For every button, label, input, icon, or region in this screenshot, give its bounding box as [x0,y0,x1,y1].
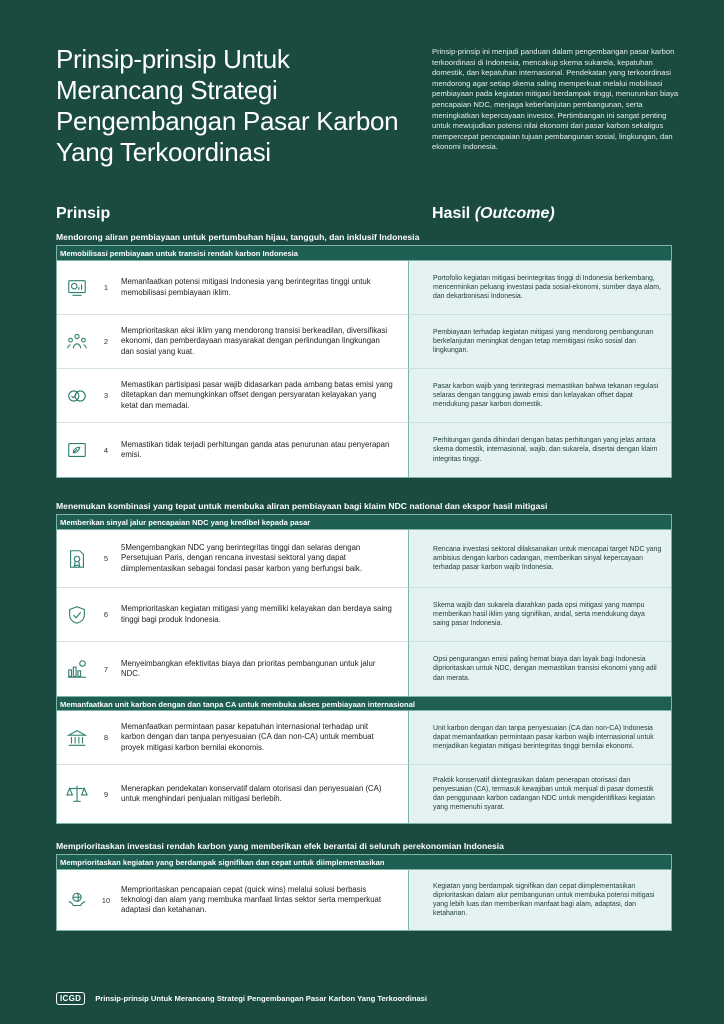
principle-text: Memprioritaskan kegiatan mitigasi yang memiliki kelayakan dan berdaya saing tinggi bagi produk Indonesia. [121,604,392,624]
bar-chart-coin-icon [57,658,97,680]
table-row [57,315,671,369]
table-row [57,588,671,642]
principle-text: Memanfaatkan potensi mitigasi Indonesia yang berintegritas tinggi untuk memobilisasi pembiayaan iklim. [121,277,371,297]
table-row [57,530,671,588]
principle-number: 5 [103,554,109,563]
principle-text: Memastikan partisipasi pasar wajib didasarkan pada ambang batas emisi yang ditetapkan dan memungkinkan offset dengan persyaratan kelayakan yang ketat dan memadai. [121,380,393,410]
outcome-text: Portofolio kegiatan mitigasi berintegritas tinggi di Indonesia berkembang, mencerminkan peluang investasi pada sosial-ekonomi, sumber daya alam, dan dekarbonisasi Indonesia. [408,261,671,315]
outcome-text: Rencana investasi sektoral dilaksanakan untuk mencapai target NDC yang ambisius dengan karbon cadangan, memberikan sinyal kepercayaan terhadap pasar karbon wajib Indonesia. [408,530,671,588]
section-title: Memprioritaskan investasi rendah karbon yang memberikan efek berantai di seluruh perekonomian Indonesia [56,841,504,851]
principle-number: 2 [103,337,109,346]
leaf-ledger-icon [57,439,97,461]
footer [56,992,427,1005]
principle-text: Memastikan tidak terjadi perhitungan ganda atas penurunan atau penyerapan emisi. [121,439,390,459]
subsection-title: Memberikan sinyal jalur pencapaian NDC yang kredibel kepada pasar [57,515,671,530]
table-row [57,642,671,696]
principle-text: Memanfaatkan permintaan pasar kepatuhan internasional terhadap unit karbon dengan dan tanpa penyesuaian (CA dan non-CA) untuk membuat proyek mitigasi karbon bernilai ekonomis. [121,722,374,752]
principle-text: Menerapkan pendekatan konservatif dalam otorisasi dan penyesuaian (CA) untuk menghindari penjualan mitigasi berlebih. [121,783,382,803]
section-1 [56,231,672,478]
section-table [56,854,672,931]
outcome-text: Praktik konservatif diintegrasikan dalam penerapan otorisasi dan penyesuaian (CA), termasuk kewajiban untuk menjual di pasar domestik dan penggunaan karbon cadangan NDC untuk mengidentifikasi kegiatan yang memenuhi syarat. [408,765,671,823]
principle-text: Menyeimbangkan efektivitas biaya dan prioritas pembangunan untuk jalur NDC. [121,658,376,678]
shield-check-icon [57,604,97,626]
outcome-text: Unit karbon dengan dan tanpa penyesuaian (CA dan non-CA) Indonesia dapat memanfaatkan permintaan pasar karbon wajib internasional untuk menjadikan kegiatan mitigasi berintegritas tinggi bernilai ekonomi. [408,711,671,765]
section-2 [56,500,672,824]
principle-number: 7 [103,664,109,674]
subsection-title: Memobilisasi pembiayaan untuk transisi rendah karbon Indonesia [57,246,671,261]
principle-number: 9 [103,789,109,799]
outcome-text: Perhitungan ganda dihindari dengan batas perhitungan yang jelas antara skema domestik, internasional, wajib, dan sukarela, disertai dengan klaim integritas tinggi. [408,423,671,477]
section-title: Menemukan kombinasi yang tepat untuk membuka aliran pembiayaan bagi klaim NDC national dan ekspor hasil mitigasi [56,501,548,511]
subsection-title: Memanfaatkan unit karbon dengan dan tanpa CA untuk membuka akses pembiayaan internasional [57,696,671,711]
principle-text: Memprioritaskan pencapaian cepat (quick wins) melalui solusi berbasis teknologi dan alam yang membuka manfaat lintas sektor serta memperkuat adaptasi dan ketahanan. [121,884,382,915]
table-row [57,765,671,823]
hands-globe-icon [57,889,97,911]
subsection-title: Memprioritaskan kegiatan yang berdampak signifikan dan cepat untuk diimplementasikan [57,855,671,870]
outcome-italic-label: (Outcome) [474,205,555,222]
section-title: Mendorong aliran pembiayaan untuk pertumbuhan hijau, tangguh, dan inklusif Indonesia [56,232,420,242]
principle-number: 10 [101,895,111,905]
balance-scale-icon [57,783,97,805]
column-header-principle: Prinsip [56,205,111,222]
outcome-text: Opsi pengurangan emisi paling hemat biaya dan layak bagi Indonesia diprioritaskan untuk NDC, dengan memastikan transisi ekonomi yang adil dan merata. [408,642,671,696]
footer-text: Prinsip-prinsip Untuk Merancang Strategi Pengembangan Pasar Karbon Yang Terkoordinasi [95,994,428,1003]
icgd-logo: ICGD [56,992,85,1005]
table-row [57,261,671,315]
outcome-text: Pembiayaan terhadap kegiatan mitigasi yang mendorong pembangunan berkelanjutan meningkat dengan tetap memitigasi risiko sosial dan lingkungan. [408,315,671,369]
principle-number: 4 [103,445,109,455]
principle-number: 8 [103,733,109,742]
page-title: Prinsip-prinsip Untuk Merancang Strategi Pengembangan Pasar Karbon Yang Terkoordinasi [56,44,399,167]
principle-number: 1 [103,283,109,292]
intro-paragraph: Prinsip-prinsip ini menjadi panduan dalam pengembangan pasar karbon terkoordinasi di Indonesia, mencakup skema sukarela, kepatuhan domestik, dan kepatuhan internasional. Pendekatan yang terkoordinasi mendorong agar setiap skema saling memperkuat melalui mobilisasi pembiayaan pada kegiatan mitigasi berdampak tinggi, menurunkan biaya pencapaian NDC, menjaga keberlanjutan pembangunan, serta meningkatkan kepercayaan investor. Pertimbangan ini sangat penting untuk mewujudkan potensi nilai ekonomi dari pasar karbon sekaligus mempercepat pencapaian tujuan pembangunan sosial, lingkungan, dan ekonomi Indonesia. [432,47,679,152]
section-table [56,514,672,824]
globe-chart-icon [57,277,97,299]
section-3 [56,840,672,931]
outcome-label: Hasil [432,205,475,222]
bank-icon [57,727,97,749]
people-network-icon [57,331,97,353]
outcome-text: Pasar karbon wajib yang terintegrasi memastikan bahwa tekanan regulasi selaras dengan tanggung jawab emisi dan kelayakan offset dapat mendukung pasar karbon domestik. [408,369,671,423]
linked-rings-icon [57,385,97,407]
outcome-text: Kegiatan yang berdampak signifikan dan cepat diimplementasikan diprioritaskan dalam alur pembangunan untuk membuka potensi mitigasi yang lebih luas dan memberikan manfaat bagi alam, adaptasi, dan ketahanan. [408,870,671,930]
principle-text: 5Mengembangkan NDC yang berintegritas tinggi dan selaras dengan Persetujuan Paris, dengan rencana investasi sektoral yang dapat diimplementasikan sebagai fondasi pasar karbon yang berfungsi baik. [121,543,362,573]
table-row [57,870,671,930]
table-row [57,711,671,765]
principle-number: 3 [103,391,109,400]
column-header-outcome [432,205,555,223]
principle-number: 6 [103,610,109,619]
section-table [56,245,672,478]
certificate-icon [57,548,97,570]
outcome-text: Skema wajib dan sukarela diarahkan pada opsi mitigasi yang mampu memberikan hasil iklim yang signifikan, andal, serta mendukung daya saing pasar Indonesia. [408,588,671,642]
table-row [57,423,671,477]
table-row [57,369,671,423]
principle-text: Memprioritaskan aksi iklim yang mendorong transisi berkeadilan, diversifikasi ekonomi, dan pemberdayaan masyarakat dengan perlindungan lingkungan dan sosial yang kuat. [121,326,388,356]
